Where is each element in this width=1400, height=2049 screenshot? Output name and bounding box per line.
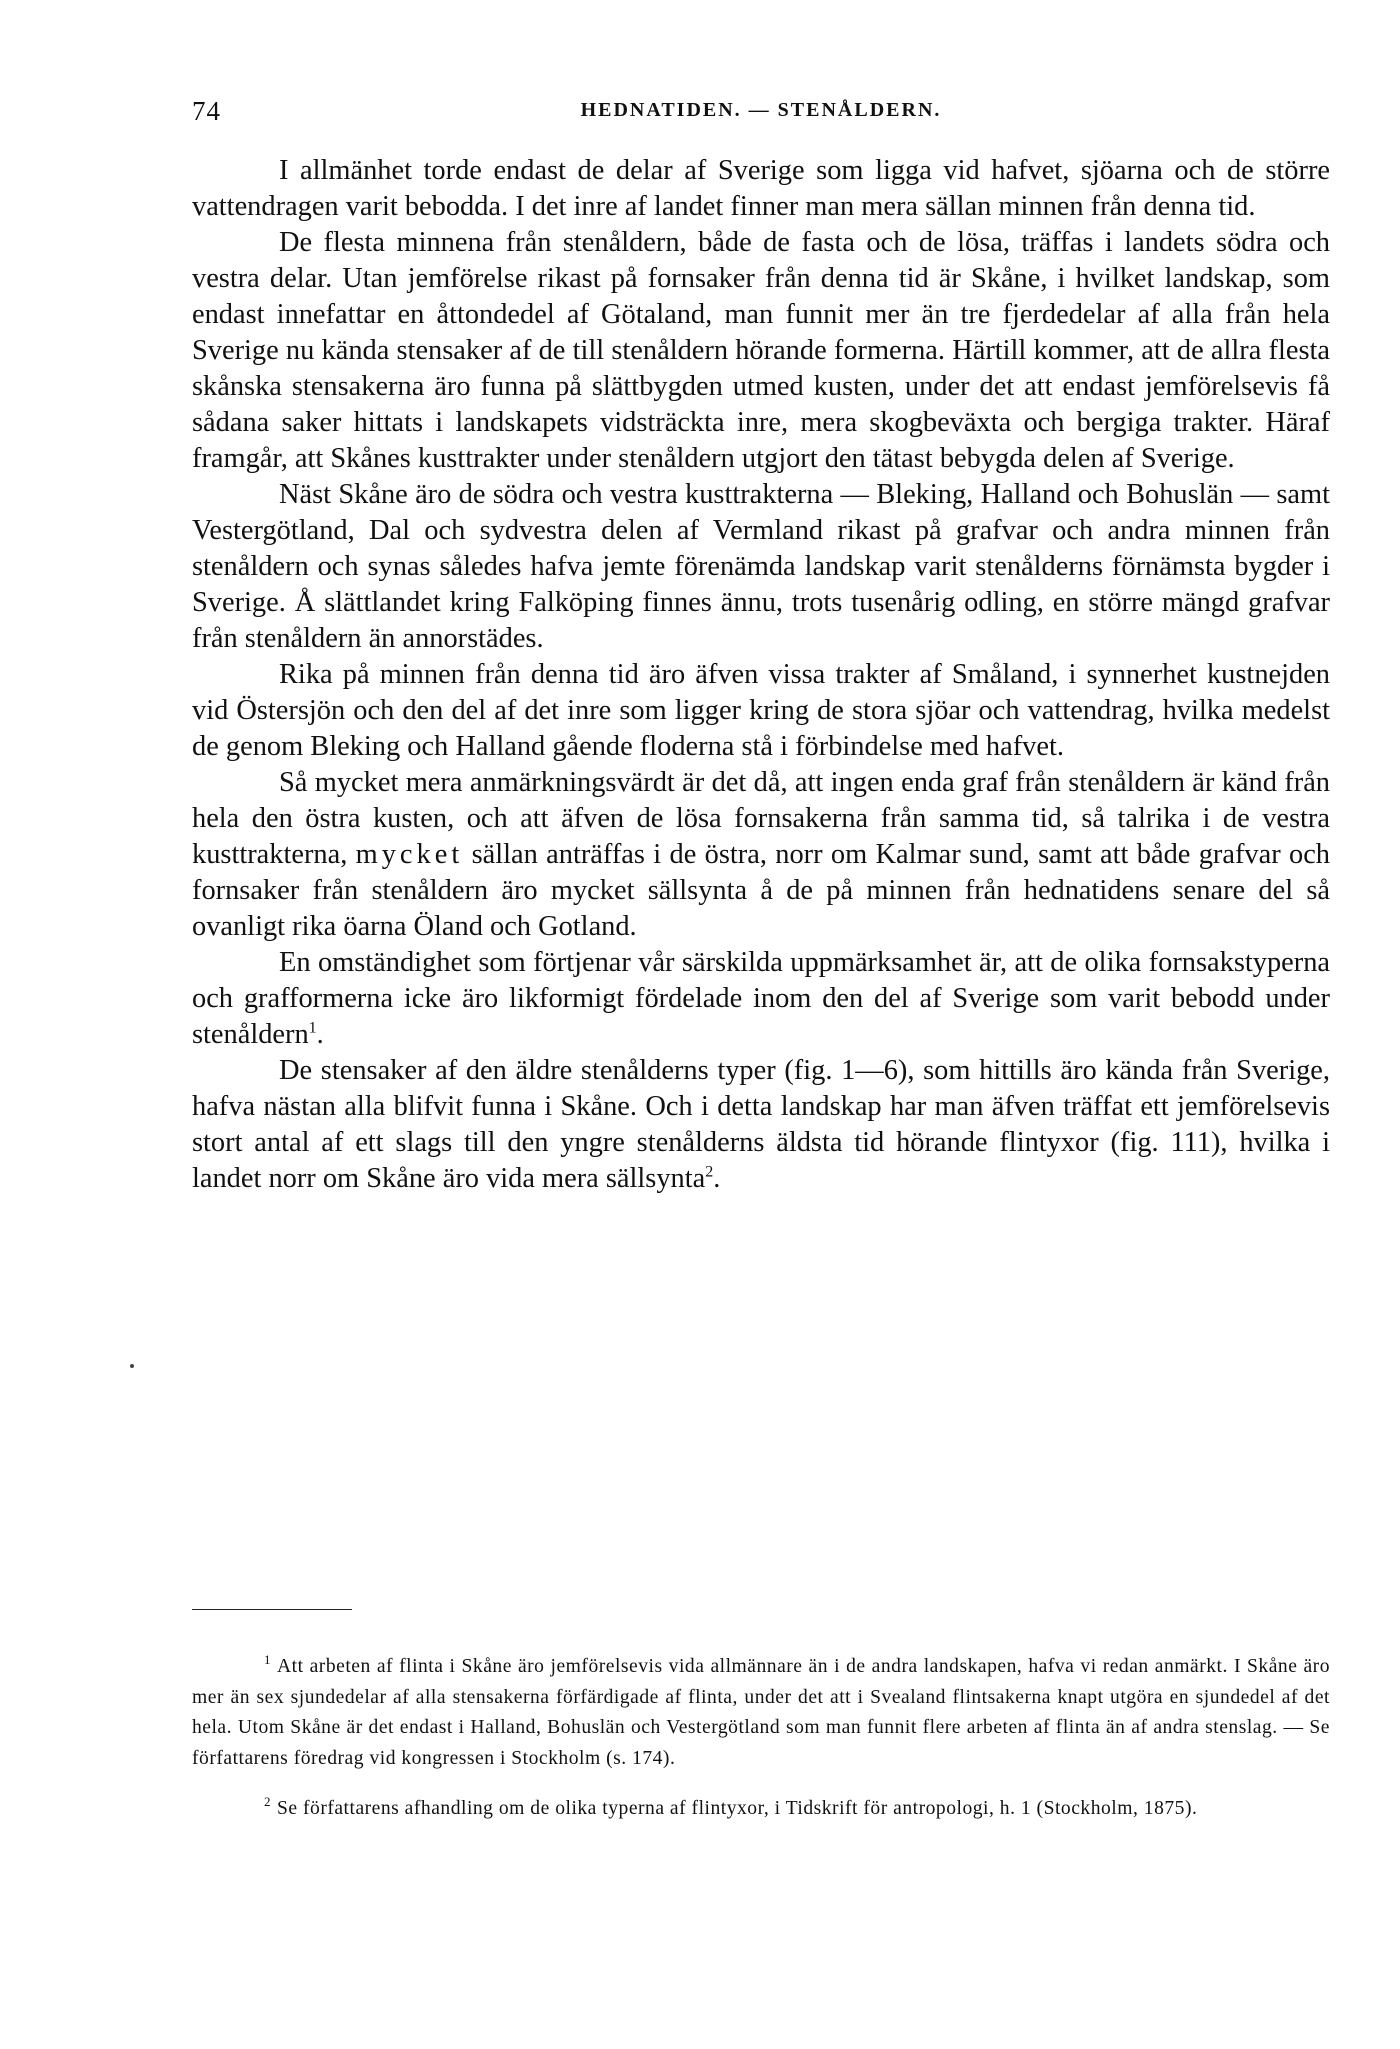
running-title: HEDNATIDEN. — STENÅLDERN. <box>580 99 942 121</box>
footnote-1-mark: 1 <box>264 1652 271 1668</box>
footnote-ref-1[interactable]: 1 <box>308 1019 317 1037</box>
footnote-divider <box>192 1609 352 1610</box>
paragraph-5-after: sällan anträffas i de östra, norr om Kalmar sund, samt att både grafvar och fornsaker från stenåldern äro mycket sällsynta å de på minnen från hednatidens senare del så ovanligt rika öarna Öland och Gotland. <box>192 839 1330 942</box>
body-text <box>192 153 1330 1197</box>
paragraph-2: De flesta minnena från stenåldern, både de fasta och de lösa, träffas i landets södra och vestra delar. Utan jemförelse rikast på fornsaker från denna tid är Skåne, i hvilket landskap, som endast innefattar en åttondedel af Götaland, man funnit mer än tre fjerdedelar af alla från hela Sverige nu kända stensaker af de till stenåldern hörande formerna. Härtill kommer, att de allra flesta skånska stensakerna äro funna på slättbygden utmed kusten, under det att endast jemförelsevis få sådana saker hittats i landskapets vidsträckta inre, mera skogbeväxta och bergiga trakter. Häraf framgår, att Skånes kusttrakter under stenåldern utgjort den tätast bebygda delen af Sverige. <box>192 227 1330 474</box>
running-head <box>192 96 1330 130</box>
paragraph-7-text: De stensaker af den äldre stenålderns typer (fig. 1—6), som hittills äro kända från Sverige, hafva nästan alla blifvit funna i Skåne. Och i detta landskap har man äfven träffat ett jemförelsevis stort antal af ett slags till den yngre stenålderns äldsta tid hörande flintyxor (fig. 111), hvilka i landet norr om Skåne äro vida mera sällsynta <box>192 1055 1330 1194</box>
footnote-2-mark: 2 <box>264 1794 271 1810</box>
paragraph-5 <box>192 765 1330 945</box>
paragraph-3: Näst Skåne äro de södra och vestra kusttrakterna — Bleking, Halland och Bohuslän — samt Vestergötland, Dal och sydvestra delen af Vermland rikast på grafvar och andra minnen från stenåldern och synas således hafva jemte förenämda landskap varit stenålderns förnämsta bygder i Sverige. Å slättlandet kring Falköping finnes ännu, trots tusenårig odling, en större mängd grafvar från stenåldern än annorstädes. <box>192 479 1330 654</box>
footnote-1 <box>192 1652 1330 1774</box>
paragraph-7-tail: . <box>713 1163 721 1194</box>
page-number: 74 <box>192 96 221 126</box>
paragraph-1: I allmänhet torde endast de delar af Sverige som ligga vid hafvet, sjöarna och de större vattendragen varit bebodda. I det inre af landet finner man mera sällan minnen från denna tid. <box>192 155 1330 222</box>
paragraph-6-tail: . <box>316 1019 324 1050</box>
emphasized-word: mycket <box>355 839 464 870</box>
footnote-2 <box>192 1794 1330 1825</box>
footnote-2-text: Se författarens afhandling om de olika typerna af flintyxor, i Tidskrift för antropologi, h. 1 (Stockholm, 1875). <box>277 1798 1198 1819</box>
footnote-1-text: Att arbeten af flinta i Skåne äro jemförelsevis vida allmännare än i de andra landskapen, hafva vi redan anmärkt. I Skåne äro mer än sex sjundedelar af alla stensakerna förfärdigade af flinta, under det att i Svealand flintsakerna knapt utgöra en sjundedel af det hela. Utom Skåne är det endast i Halland, Bohuslän och Vestergötland som man funnit flere arbeten af flinta än af andra stenslag. — Se författarens föredrag vid kongressen i Stockholm (s. 174). <box>192 1656 1330 1769</box>
paragraph-6 <box>192 945 1330 1053</box>
footnotes <box>192 1652 1330 1845</box>
paragraph-6-text: En omständighet som förtjenar vår särskilda uppmärksamhet är, att de olika fornsakstyperna och grafformerna icke äro likformigt fördelade inom den del af Sverige som varit bebodd under stenåldern <box>192 947 1330 1050</box>
paragraph-7 <box>192 1053 1330 1197</box>
margin-mark <box>130 1364 134 1368</box>
paragraph-5-before: Så mycket mera anmärkningsvärdt är det då, att ingen enda graf från stenåldern är känd från hela den östra kusten, och att äfven de lösa fornsakerna från samma tid, så talrika i de vestra kusttrakterna, <box>192 767 1330 870</box>
paragraph-4: Rika på minnen från denna tid äro äfven vissa trakter af Småland, i synnerhet kustnejden vid Östersjön och den del af det inre som ligger kring de stora sjöar och vattendrag, hvilka medelst de genom Bleking och Halland gående floderna stå i förbindelse med hafvet. <box>192 659 1330 762</box>
footnote-ref-2[interactable]: 2 <box>705 1163 714 1181</box>
